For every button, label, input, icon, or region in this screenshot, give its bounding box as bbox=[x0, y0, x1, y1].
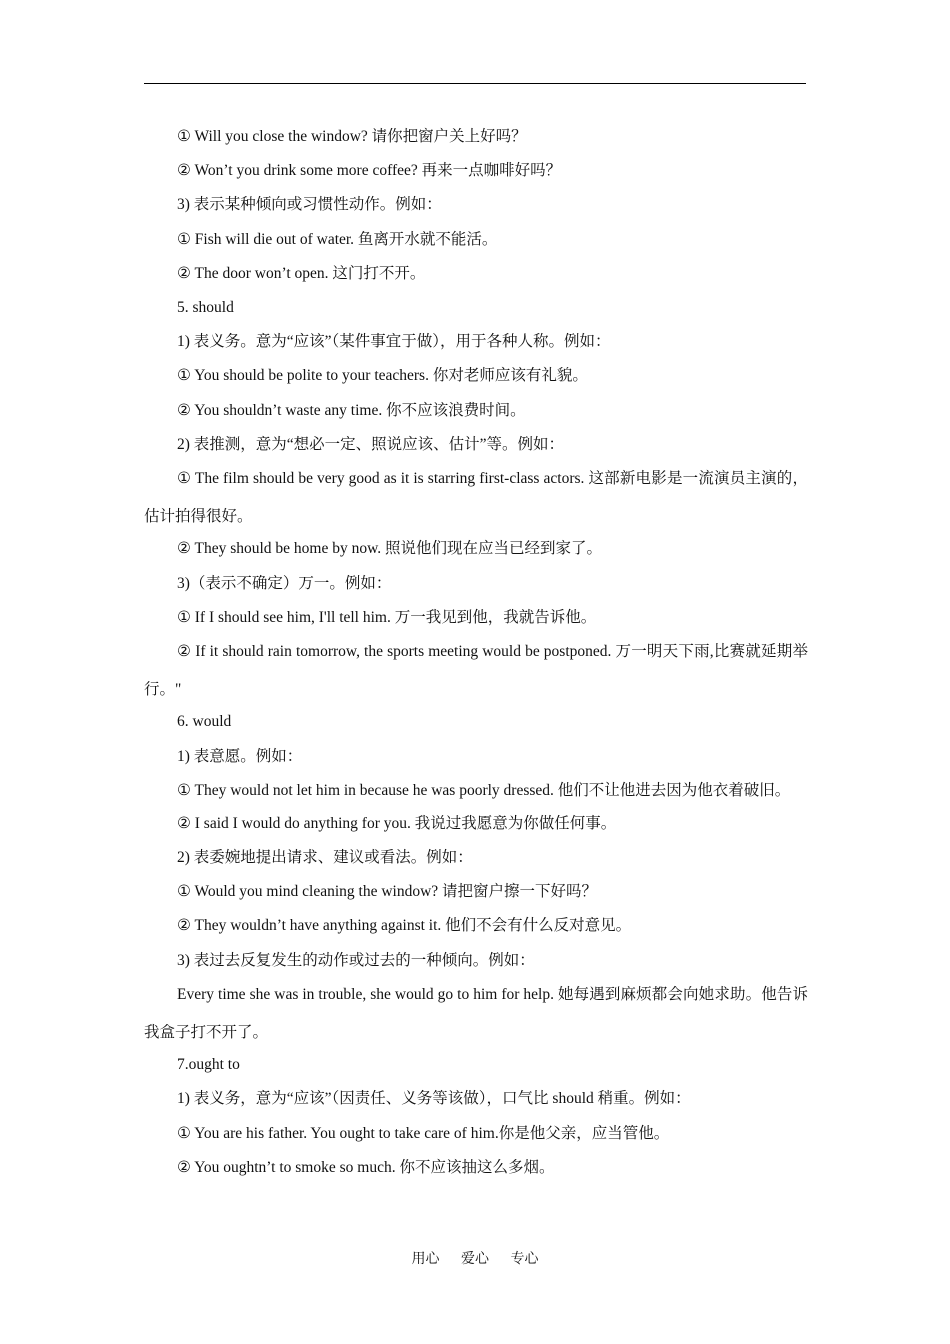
body-line: ② They should be home by now. 照说他们现在应当已经到家了。 bbox=[177, 540, 603, 558]
page-footer bbox=[0, 1248, 950, 1268]
body-line: 1) 表义务。意为“应该”（某件事宜于做），用于各种人称。例如： bbox=[177, 333, 611, 351]
body-line: ② Won’t you drink some more coffee? 再来一点咖啡好吗？ bbox=[177, 162, 562, 180]
body-line: 2) 表委婉地提出请求、建议或看法。例如： bbox=[177, 849, 473, 866]
body-line: ① Would you mind cleaning the window? 请把窗户擦一下好吗？ bbox=[177, 883, 598, 901]
body-line: ① You are his father. You ought to take care of him.你是他父亲，应当管他。 bbox=[177, 1124, 670, 1142]
footer-word: 专心 bbox=[510, 1252, 539, 1267]
body-line: 6. would bbox=[177, 713, 232, 731]
body-paragraph: ① They would not let him in because he was poorly dressed. 他们不让他进去因为他衣着破旧。 bbox=[177, 782, 791, 800]
body-paragraph: Every time she was in trouble, she would go to him for help. 她每遇到麻烦都会向她求助。他告诉我盒子打不开了。 bbox=[144, 986, 808, 1041]
header-rule bbox=[144, 83, 806, 84]
footer-word: 用心 bbox=[411, 1252, 440, 1267]
body-line: ① Will you close the window? 请你把窗户关上好吗？ bbox=[177, 128, 527, 145]
body-line: 3) 表过去反复发生的动作或过去的一种倾向。例如： bbox=[177, 951, 535, 969]
body-paragraph: ① The film should be very good as it is starring first-class actors. 这部新电影是一流演员主演的，估计拍得很好。 bbox=[144, 470, 808, 525]
body-line: ① If I should see him, I'll tell him. 万一我见到他，我就告诉他。 bbox=[177, 608, 597, 626]
footer-word: 爱心 bbox=[461, 1252, 489, 1267]
body-line: ① Fish will die out of water. 鱼离开水就不能活。 bbox=[177, 230, 498, 248]
body-line: 3)（表示不确定）万一。例如： bbox=[177, 574, 392, 592]
body-line: ② You shouldn’t waste any time. 你不应该浪费时间。 bbox=[177, 401, 526, 419]
body-line: ② I said I would do anything for you. 我说过我愿意为你做任何事。 bbox=[177, 814, 617, 832]
body-line: 2) 表推测，意为“想必一定、照说应该、估计”等。例如： bbox=[177, 435, 565, 453]
body-line: 1) 表义务，意为“应该”（因责任、义务等该做），口气比 should 稍重。例如： bbox=[177, 1090, 691, 1108]
body-paragraph: ② If it should rain tomorrow, the sports meeting would be postponed. 万一明天下雨,比赛就延期举行。" bbox=[144, 643, 808, 698]
body-line: ② They wouldn’t have anything against it. 他们不会有什么反对意见。 bbox=[177, 917, 632, 935]
body-line: ② The door won’t open. 这门打不开。 bbox=[177, 264, 426, 282]
body-line: 1) 表意愿。例如： bbox=[177, 747, 303, 765]
body-line: 3) 表示某种倾向或习惯性动作。例如： bbox=[177, 196, 442, 214]
body-line: 7.ought to bbox=[177, 1056, 240, 1074]
body-line: 5. should bbox=[177, 298, 234, 316]
body-line: ② You oughtn’t to smoke so much. 你不应该抽这么多烟。 bbox=[177, 1158, 555, 1176]
document-body bbox=[144, 120, 819, 1185]
body-line: ① You should be polite to your teachers. 你对老师应该有礼貌。 bbox=[177, 367, 588, 385]
